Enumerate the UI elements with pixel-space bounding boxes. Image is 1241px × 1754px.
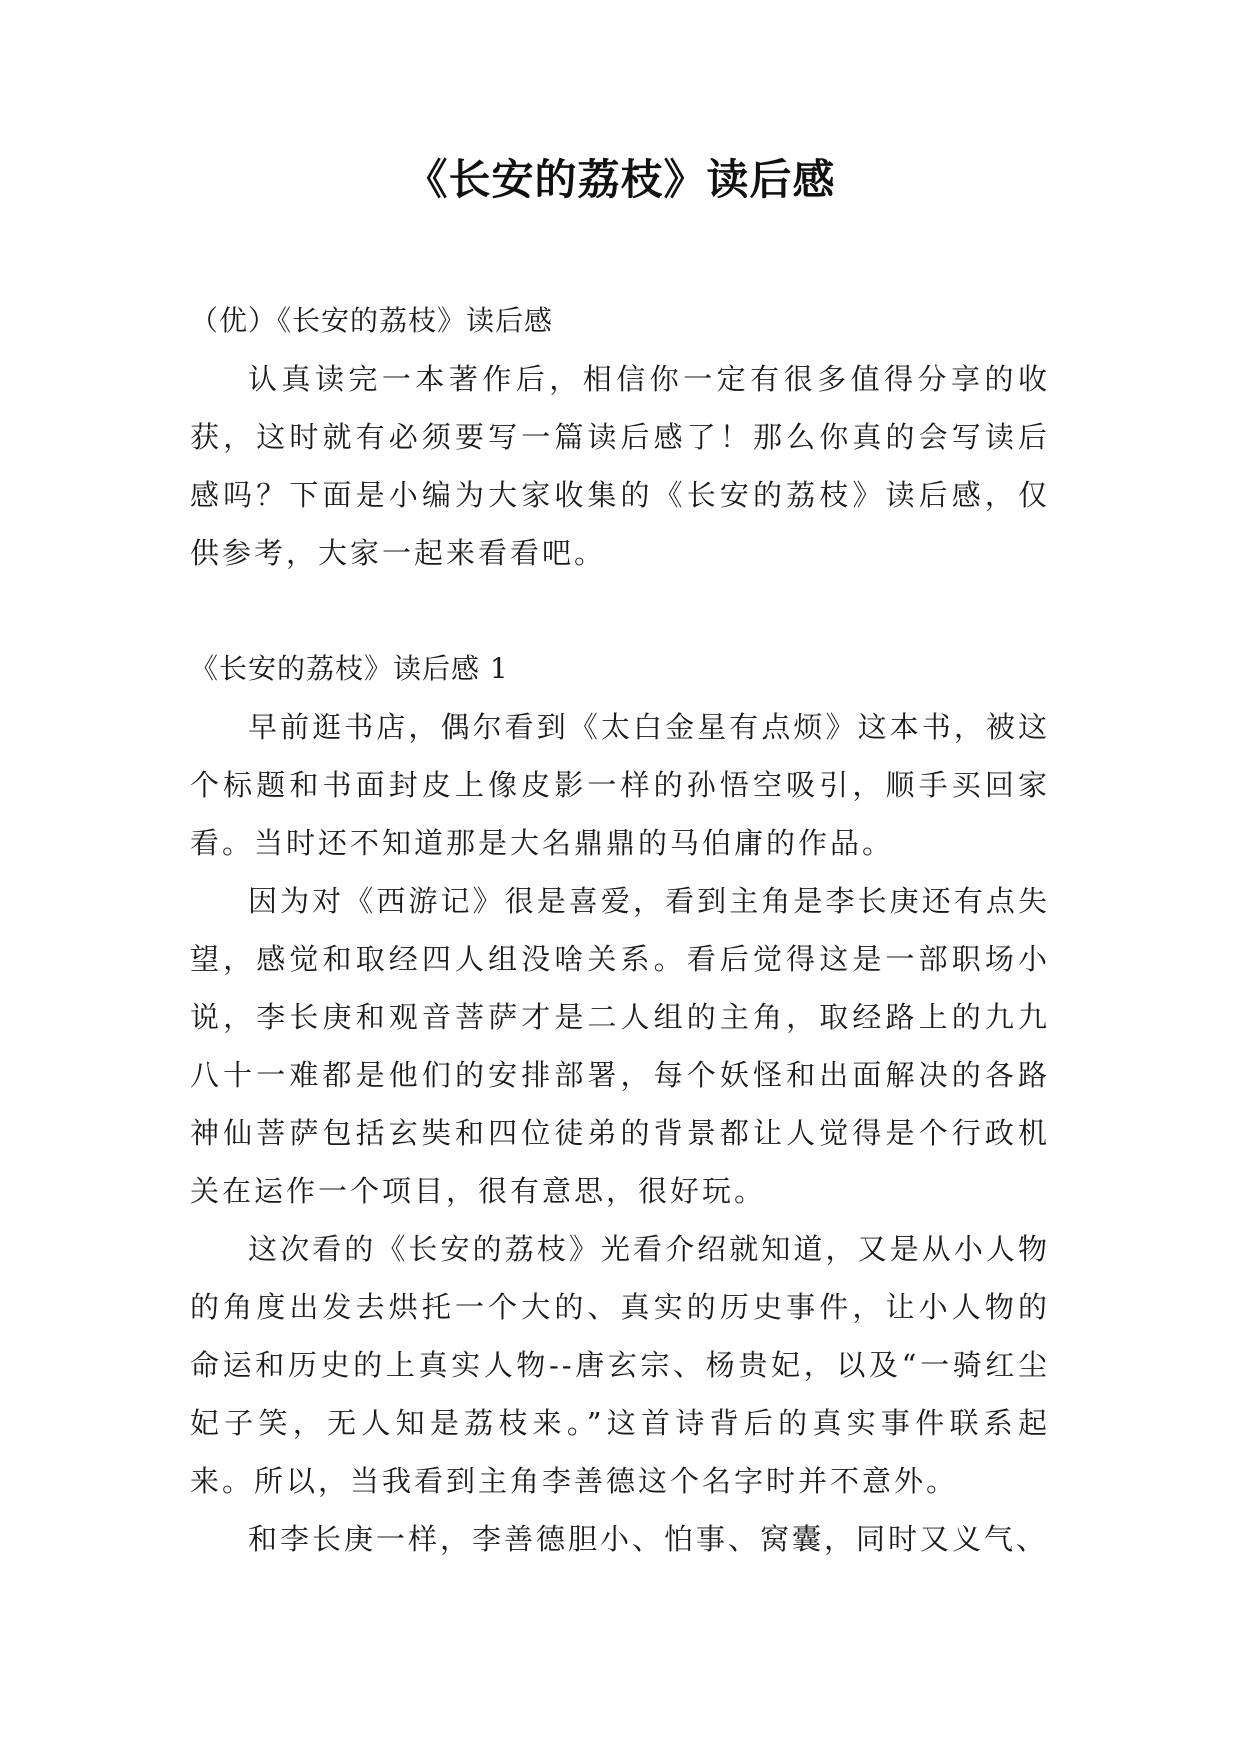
document-title: 《长安的荔枝》读后感	[405, 155, 836, 204]
body-paragraph: 因为对《西游记》很是喜爱，看到主角是李长庚还有点失望，感觉和取经四人组没啥关系。看后觉得这是一部职场小说，李长庚和观音菩萨才是二人组的主角，取经路上的九九八十一难都是他们的安排部署，每个妖怪和出面解决的各路神仙菩萨包括玄奘和四位徒弟的背景都让人觉得是个行政机关在运作一个项目，很有意思，很好玩。	[190, 884, 1050, 1208]
body-paragraph: 这次看的《长安的荔枝》光看介绍就知道，又是从小人物的角度出发去烘托一个大的、真实的历史事件，让小人物的命运和历史的上真实人物--唐玄宗、杨贵妃，以及“一骑红尘妃子笑，无人知是荔枝来。”这首诗背后的真实事件联系起来。所以，当我看到主角李善德这个名字时并不意外。	[190, 1232, 1050, 1498]
subtitle-heading: （优）《长安的荔枝》读后感	[190, 304, 554, 337]
section-spacer	[190, 582, 1050, 640]
body-paragraph: 和李长庚一样，李善德胆小、怕事、窝囊，同时又义气、	[248, 1522, 1049, 1556]
document-body	[190, 292, 1050, 1568]
body-paragraph: 早前逛书店，偶尔看到《太白金星有点烦》这本书，被这个标题和书面封皮上像皮影一样的孙悟空吸引，顺手买回家看。当时还不知道那是大名鼎鼎的马伯庸的作品。	[190, 710, 1050, 860]
section-heading: 《长安的荔枝》读后感 1	[190, 652, 509, 685]
intro-paragraph: 认真读完一本著作后，相信你一定有很多值得分享的收获，这时就有必须要写一篇读后感了！那么你真的会写读后感吗？下面是小编为大家收集的《长安的荔枝》读后感，仅供参考，大家一起来看看吧。	[190, 362, 1050, 570]
